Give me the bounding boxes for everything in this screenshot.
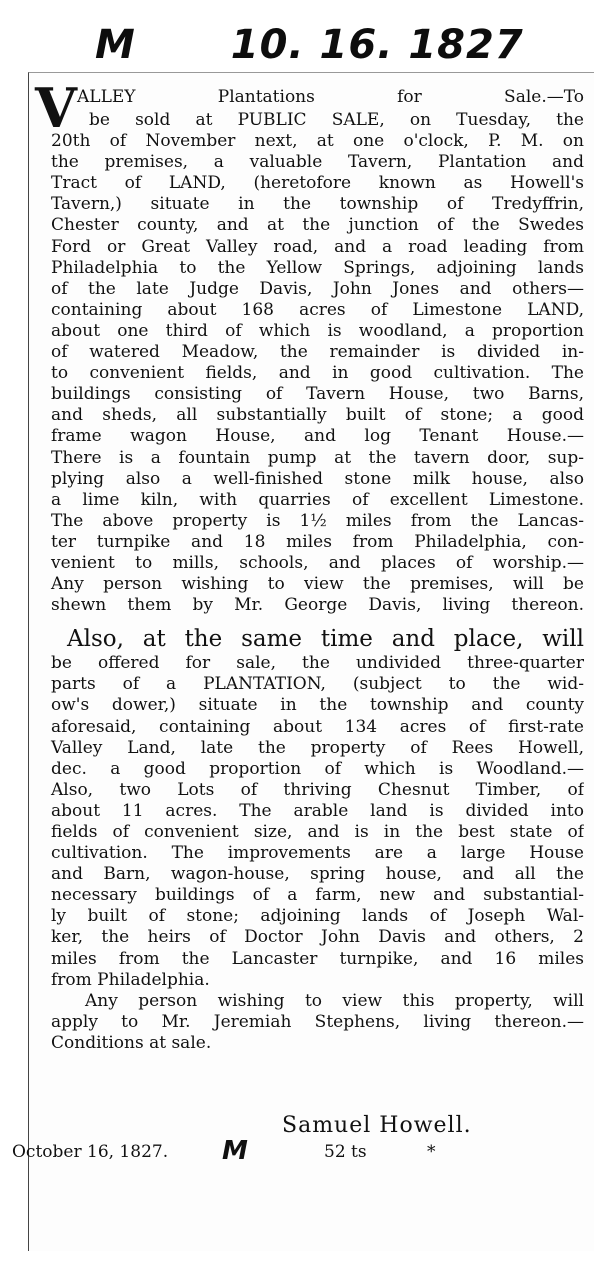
advertisement-body [37, 85, 584, 1054]
text-line: fields of convenient size, and is in the best state of [51, 822, 584, 842]
handwritten-annotation [95, 22, 524, 68]
text-line: Any person wishing to view the premises, will be [51, 574, 584, 595]
text-line: 20th of November next, at one o'clock, P. M. on [51, 131, 584, 152]
text-line: necessary buildings of a farm, new and substantial- [51, 885, 584, 906]
text-line: venient to mills, schools, and places of worship.— [51, 552, 584, 573]
text-line: and sheds, all substantially built of stone; a good [51, 405, 584, 426]
text-line: parts of a PLANTATION, (subject to the wid- [51, 674, 584, 695]
text-line: be sold at PUBLIC SALE, on Tuesday, the [89, 110, 584, 130]
text-line: shewn them by Mr. George Davis, living thereon. [51, 595, 584, 616]
text-line: about one third of which is woodland, a proportion [51, 320, 584, 341]
text-line: cultivation. The improvements are a large House [51, 843, 584, 864]
also-heading: Also, at the same time and place, will [67, 626, 584, 653]
text-line: plying also a well-finished stone milk house, also [51, 468, 584, 489]
text-line: ter turnpike and 18 miles from Philadelphia, con- [51, 531, 584, 552]
text-line: a lime kiln, with quarries of excellent Limestone. [51, 489, 584, 510]
text-line: Chester county, and at the junction of the Swedes [51, 215, 584, 236]
handwritten-date: 10. 16. 1827 [230, 22, 524, 68]
text-line: and Barn, wagon-house, spring house, and all the [51, 864, 584, 885]
text-line: Philadelphia to the Yellow Springs, adjoining lands [51, 257, 584, 278]
text-line: of the late Judge Davis, John Jones and others— [51, 278, 584, 299]
text-line: from Philadelphia. [51, 969, 210, 990]
text-line: There is a fountain pump at the tavern door, sup- [51, 447, 584, 468]
text-line: Also, two Lots of thriving Chesnut Timber, of [51, 779, 584, 800]
drop-cap: V [35, 76, 77, 140]
text-line: containing about 168 acres of Limestone LAND, [51, 299, 584, 320]
text-line: of watered Meadow, the remainder is divided in- [51, 342, 584, 363]
text-line: Valley Land, late the property of Rees Howell, [51, 737, 584, 758]
handwritten-mark: M [222, 1136, 248, 1166]
star-mark: * [427, 1142, 436, 1162]
text-line: frame wagon House, and log Tenant House.— [51, 426, 584, 447]
text-line: miles from the Lancaster turnpike, and 16 miles [51, 948, 584, 969]
text-line: ker, the heirs of Doctor John Davis and others, 2 [51, 927, 584, 948]
text-line: ly built of stone; adjoining lands of Joseph Wal- [51, 906, 584, 927]
text-line: ow's dower,) situate in the township and county [51, 695, 584, 716]
text-line: Ford or Great Valley road, and a road leading from [51, 236, 584, 257]
insertion-code: 52 ts [324, 1142, 367, 1162]
text-line: Tract of LAND, (heretofore known as Howell's [51, 173, 584, 194]
text-line: to convenient fields, and in good cultivation. The [51, 363, 584, 384]
text-line: dec. a good proportion of which is Woodland.— [51, 758, 584, 779]
text-line: ALLEY Plantations for Sale.—To [77, 87, 584, 107]
publication-date: October 16, 1827. [12, 1142, 169, 1162]
handwritten-initial: M [95, 22, 136, 68]
text-line: the premises, a valuable Tavern, Plantation and [51, 152, 584, 173]
text-line: The above property is 1½ miles from the Lancas- [51, 510, 584, 531]
text-line: about 11 acres. The arable land is divided into [51, 800, 584, 821]
newspaper-clipping [28, 72, 594, 1251]
signature: Samuel Howell. [282, 1113, 472, 1138]
text-line: Conditions at sale. [51, 1032, 212, 1053]
text-line: aforesaid, containing about 134 acres of first-rate [51, 716, 584, 737]
text-line: Tavern,) situate in the township of Tredyffrin, [51, 194, 584, 215]
text-line: buildings consisting of Tavern House, two Barns, [51, 384, 584, 405]
text-line: Any person wishing to view this property, will [85, 990, 584, 1011]
text-line: be offered for sale, the undivided three-quarter [51, 653, 584, 674]
text-line: apply to Mr. Jeremiah Stephens, living thereon.— [51, 1011, 584, 1032]
